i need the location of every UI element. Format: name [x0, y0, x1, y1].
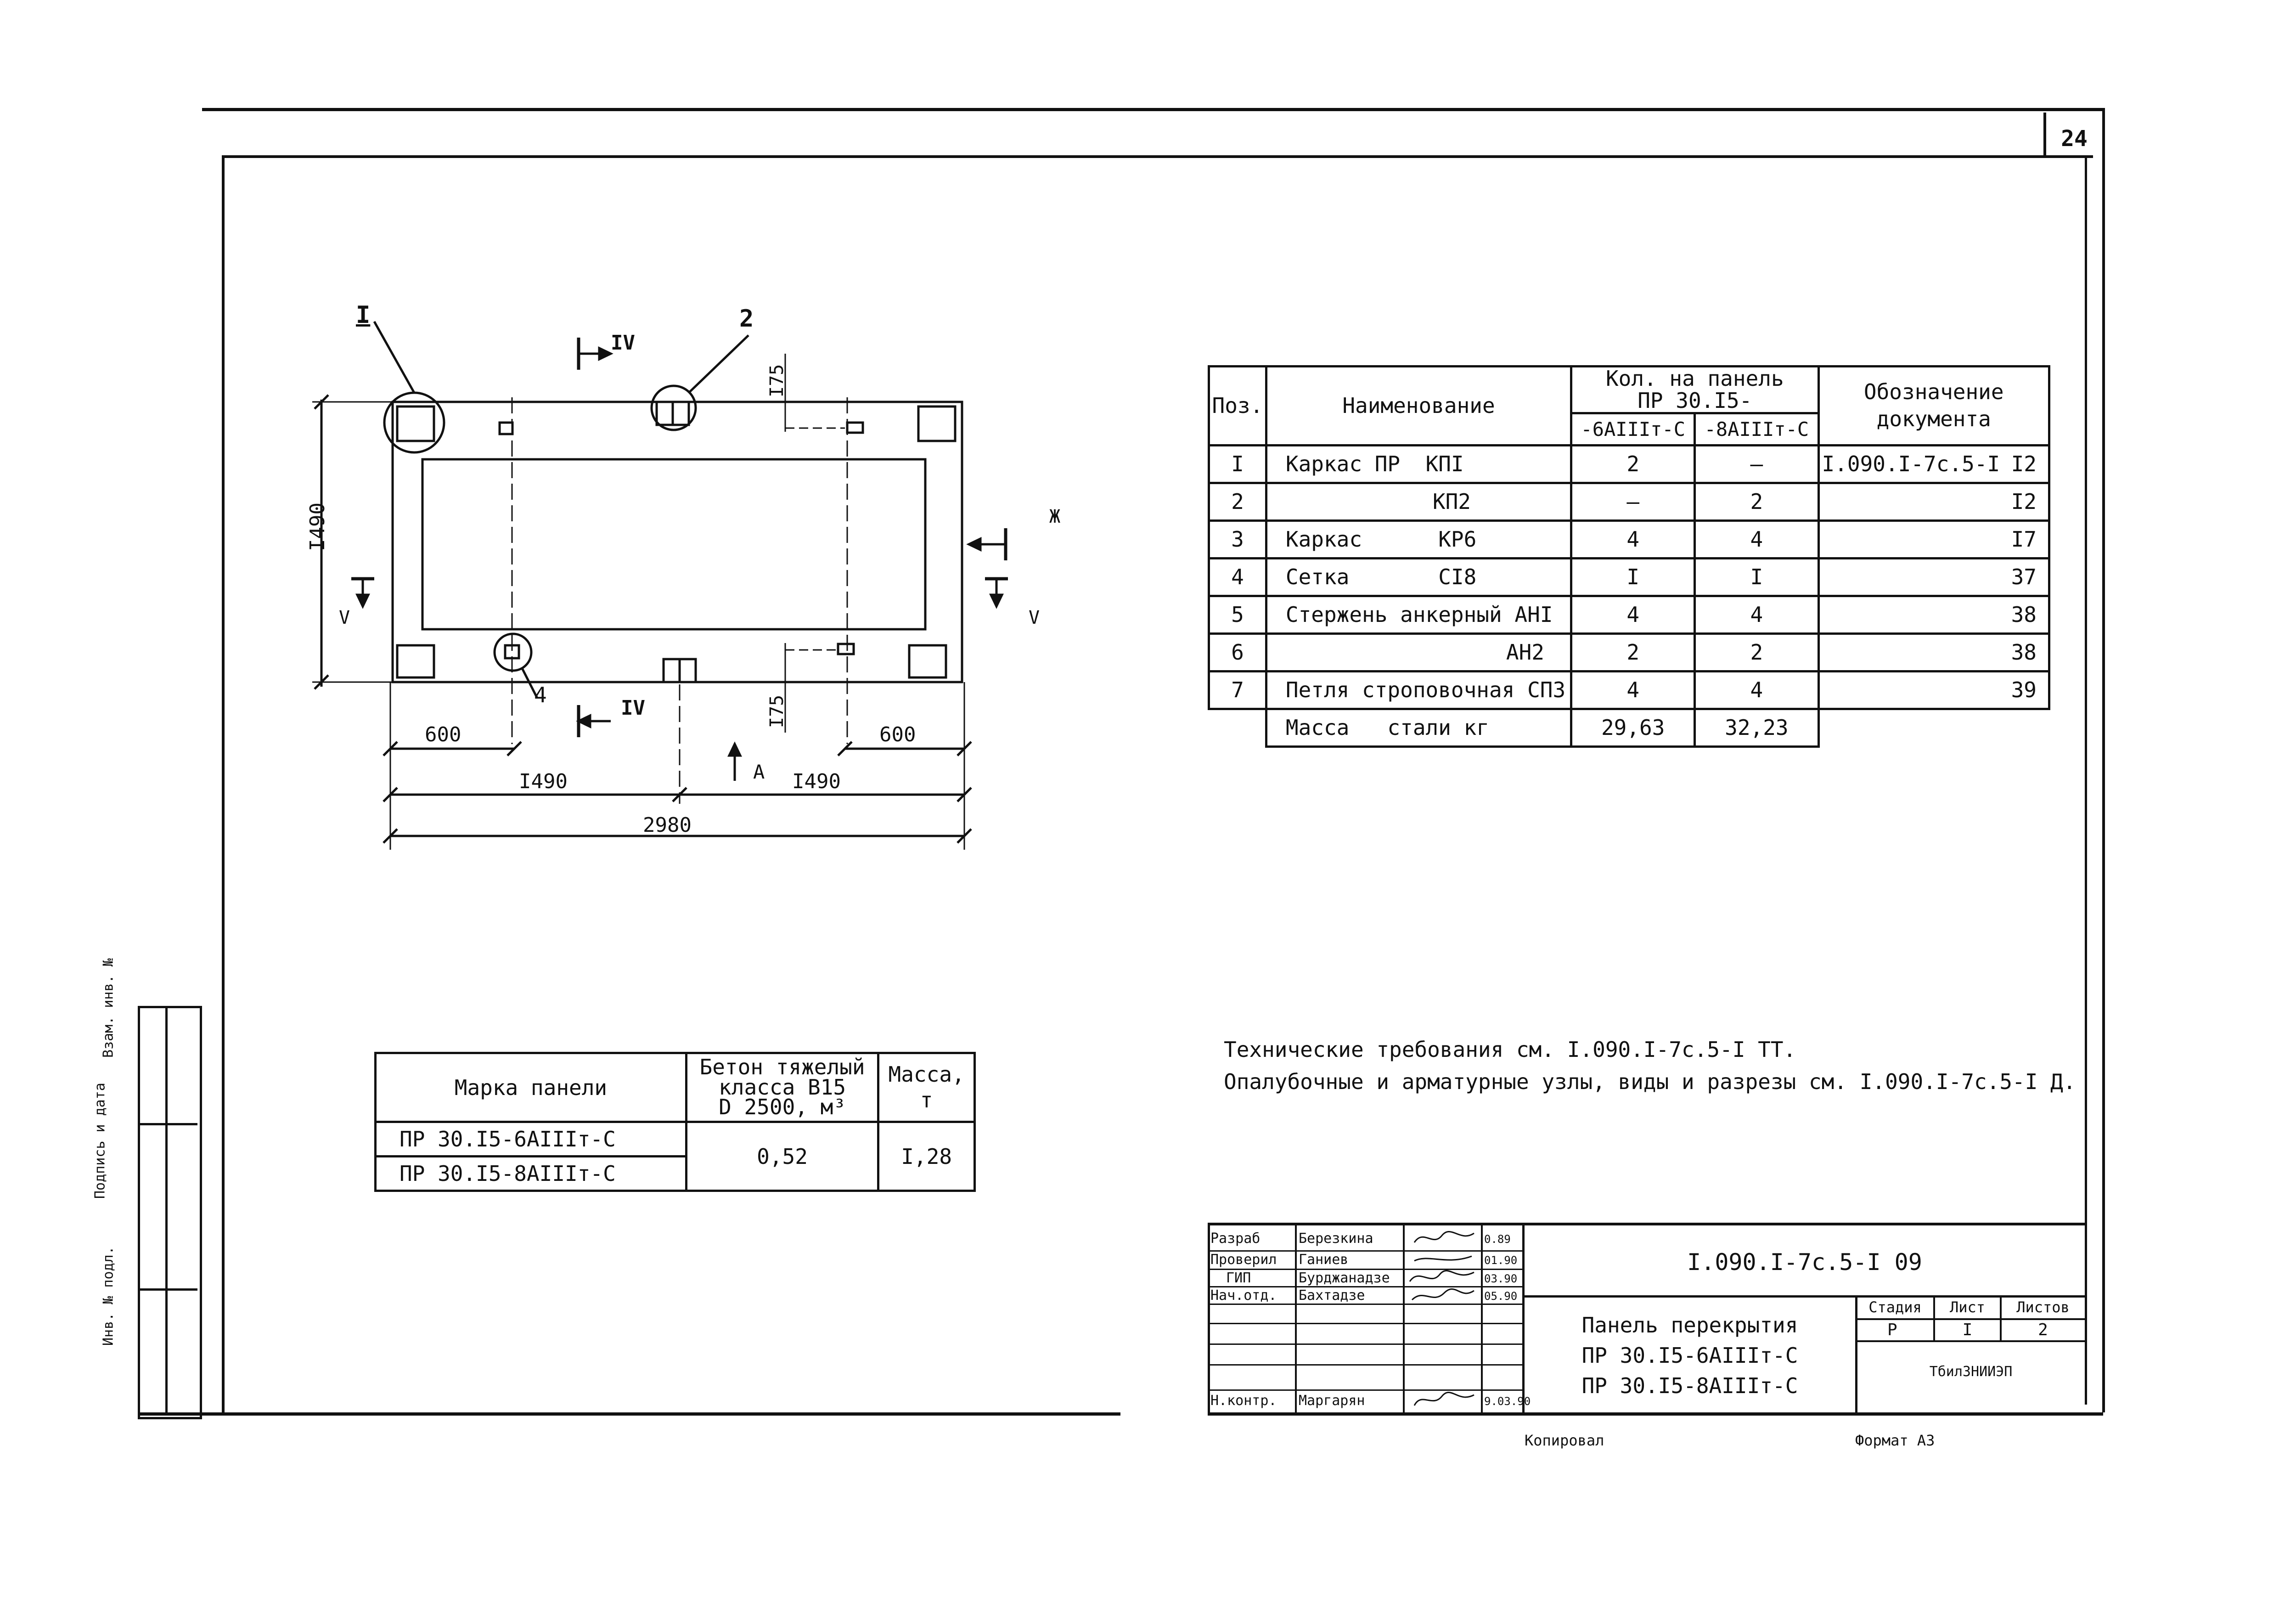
table-row: [1209, 520, 2049, 558]
note-line-2: Опалубочные и арматурные узлы, виды и разрезы см. I.090.I-7с.5-I Д.: [1224, 1069, 2076, 1094]
signature: [1414, 1393, 1474, 1405]
side-stamp-divider: [165, 1006, 168, 1415]
spec-cell-b: 4: [1695, 596, 1818, 633]
dim-bottom-175: I75: [766, 694, 788, 728]
panel-drawing: [276, 285, 1010, 882]
spec-cell-a: I: [1571, 558, 1695, 596]
panel-header-concrete-1: Бетон тяжелый: [699, 1054, 865, 1079]
panel-mark-1: ПР 30.I5-6AIIIт-С: [376, 1122, 687, 1157]
spec-header-doc-line1: Обозначение: [1863, 379, 2004, 404]
spec-cell-doc: [1818, 558, 2049, 596]
spec-cell-doc-page: I7: [2011, 527, 2037, 552]
spec-mass-a: 29,63: [1571, 709, 1695, 746]
spec-cell-pos: I: [1209, 445, 1266, 483]
signature: [1414, 1256, 1472, 1261]
spec-header-qty-line2: ПР 30.I5-: [1638, 388, 1752, 413]
callout-label-4: 4: [534, 683, 547, 707]
section-label-iv-top: IV: [611, 331, 635, 355]
note-line-1: Технические требования см. I.090.I-7с.5-I ТТ.: [1224, 1037, 1796, 1062]
spec-cell-b: –: [1695, 445, 1818, 483]
signatures: [1405, 1224, 1481, 1412]
spec-cell-doc: [1818, 671, 2049, 709]
panel-table: [374, 1052, 976, 1192]
corner-block: [909, 645, 946, 677]
dim-height-1490: I490: [306, 502, 329, 551]
panel-mass: I,28: [878, 1122, 975, 1191]
panel-header-mark: Марка панели: [376, 1053, 687, 1122]
spec-cell-b: I: [1695, 558, 1818, 596]
section-label-v-left: V: [339, 607, 350, 628]
organization: ТбилЗНИИЭП: [1929, 1364, 2013, 1380]
spec-cell-b: 2: [1695, 483, 1818, 520]
role-person: Березкина: [1299, 1230, 1373, 1247]
view-label-a: A: [753, 761, 765, 783]
document-code: I.090.I-7с.5-I 09: [1687, 1249, 1922, 1276]
spec-header-doc-line2: документа: [1876, 406, 1991, 432]
section-label-iv-bottom: IV: [621, 696, 645, 720]
spec-cell-a: –: [1571, 483, 1695, 520]
dim-left-600: 600: [425, 723, 461, 746]
role-date: 0.89: [1484, 1233, 1511, 1246]
spec-cell-a: 2: [1571, 633, 1695, 671]
spec-cell-name: АН2: [1266, 633, 1571, 671]
spec-cell-doc: [1818, 483, 2049, 520]
table-row: [1209, 596, 2049, 633]
dim-right-600: 600: [879, 723, 916, 746]
frame-top-outer: [202, 108, 2103, 111]
section-label-v-right: V: [1029, 607, 1040, 628]
spec-header-name: Наименование: [1266, 367, 1571, 446]
callout-label-2: 2: [739, 305, 754, 333]
callout-label-1: I: [356, 301, 371, 329]
spec-cell-name: Сетка СI8: [1266, 558, 1571, 596]
stage-label: Стадия: [1868, 1298, 1922, 1316]
role-label: Проверил: [1210, 1252, 1277, 1268]
spec-header-qty-line1: Кол. на панель: [1605, 366, 1784, 391]
spec-cell-doc-page: 39: [2011, 677, 2037, 703]
role-date: 9.03.90: [1484, 1395, 1531, 1408]
signature: [1414, 1231, 1474, 1242]
table-row: [1209, 558, 2049, 596]
frame-right-inner: [2085, 155, 2087, 1405]
spec-cell-name: Петля строповочная СП3: [1266, 671, 1571, 709]
role-date: 05.90: [1484, 1290, 1518, 1303]
role-date: 03.90: [1484, 1272, 1518, 1285]
frame-top-inner: [224, 155, 2093, 158]
sheet-label: Лист: [1949, 1298, 1986, 1316]
spec-cell-name: Стержень анкерный АНI: [1266, 596, 1571, 633]
role-person: Бахтадзе: [1299, 1287, 1365, 1304]
spec-cell-doc-page: I2: [2011, 452, 2037, 477]
spec-cell-pos: 7: [1209, 671, 1266, 709]
role-person: Бурджанадзе: [1299, 1270, 1390, 1286]
panel-mark-2: ПР 30.I5-8AIIIт-С: [376, 1157, 687, 1191]
role-label: Разраб: [1210, 1230, 1261, 1247]
dim-top-175: I75: [766, 364, 788, 397]
corner-block: [397, 406, 434, 441]
spec-cell-doc-page: I2: [2011, 489, 2037, 514]
table-row: [1209, 671, 2049, 709]
spec-cell-doc-page: 38: [2011, 602, 2037, 627]
spec-cell-doc: [1818, 520, 2049, 558]
sheets-label: Листов: [2016, 1298, 2070, 1316]
panel-concrete: 0,52: [686, 1122, 878, 1191]
frame-right-outer: [2102, 108, 2105, 1412]
role-person: Ганиев: [1299, 1252, 1349, 1268]
panel-header-mass-2: т: [920, 1087, 933, 1112]
spec-header-qty: [1571, 367, 1818, 413]
spec-cell-name: КП2: [1266, 483, 1571, 520]
spec-cell-doc-page: 37: [2011, 564, 2037, 590]
spec-cell-doc: [1818, 445, 2049, 483]
table-row: [1209, 483, 2049, 520]
dim-half-right: I490: [792, 770, 841, 793]
spec-cell-doc-page: 38: [2011, 640, 2037, 665]
side-stamp-inv-sub: Инв. № подл.: [100, 1246, 117, 1346]
spec-cell-b: 4: [1695, 671, 1818, 709]
panel-header-mass-1: Масса,: [888, 1062, 965, 1087]
spec-header-col-a: -6AIIIт-С: [1571, 413, 1695, 445]
spec-cell-pos: 5: [1209, 596, 1266, 633]
spec-cell-a: 2: [1571, 445, 1695, 483]
frame-left: [222, 155, 225, 1414]
footer-copied: Копировал: [1525, 1432, 1604, 1449]
spec-cell-name: Каркас ПР КПI: [1266, 445, 1571, 483]
title-line-1: Панель перекрытия: [1581, 1313, 1798, 1338]
dim-total: 2980: [643, 813, 692, 837]
spec-cell-doc: [1818, 633, 2049, 671]
role-person: Маргарян: [1299, 1393, 1365, 1409]
spec-cell-pos: 6: [1209, 633, 1266, 671]
panel-header-concrete-2: класса В15: [719, 1074, 846, 1100]
spec-header-doc: [1818, 367, 2049, 446]
anchor-mark: [500, 423, 512, 434]
table-row: [1209, 633, 2049, 671]
spec-mass-row: [1209, 709, 2049, 746]
role-label: Н.контр.: [1210, 1393, 1277, 1409]
sheet-value: I: [1962, 1321, 1973, 1339]
side-stamp-swap-inv: Взам. инв. №: [100, 958, 117, 1058]
table-row: [376, 1122, 975, 1157]
spec-cell-pos: 2: [1209, 483, 1266, 520]
page-number: 24: [2061, 126, 2088, 152]
side-stamp-sign-date: Подпись и дата: [92, 1083, 108, 1199]
title-line-2: ПР 30.I5-6AIIIт-С: [1581, 1343, 1798, 1368]
spec-cell-a: 4: [1571, 520, 1695, 558]
spec-cell-b: 4: [1695, 520, 1818, 558]
spec-mass-b: 32,23: [1695, 709, 1818, 746]
role-label: Нач.отд.: [1210, 1287, 1277, 1304]
spec-header-pos: Поз.: [1209, 367, 1266, 446]
spec-mass-label: Масса стали кг: [1266, 709, 1571, 746]
spec-header-col-b: -8AIIIт-С: [1695, 413, 1818, 445]
title-line-3: ПР 30.I5-8AIIIт-С: [1581, 1373, 1798, 1398]
signature: [1412, 1289, 1474, 1300]
anchor-mark: [838, 644, 854, 654]
sheets-value: 2: [2038, 1321, 2048, 1339]
signature: [1410, 1270, 1474, 1281]
side-stamp: [138, 1006, 202, 1419]
dim-half-left: I490: [519, 770, 568, 793]
corner-block: [397, 645, 434, 677]
frame-bottom-left: [138, 1412, 1120, 1416]
section-label-vi: Ж: [1049, 506, 1061, 527]
role-label: ГИП: [1226, 1270, 1251, 1286]
role-date: 01.90: [1484, 1254, 1518, 1267]
spec-cell-b: 2: [1695, 633, 1818, 671]
table-row: [1209, 445, 2049, 483]
panel-header-concrete: [686, 1053, 878, 1122]
spec-cell-pos: 4: [1209, 558, 1266, 596]
spec-cell-a: 4: [1571, 596, 1695, 633]
spec-cell-doc-code: I.090.I-7с.5-I: [1822, 452, 2000, 477]
panel-header-concrete-3: D 2500, м³: [719, 1095, 846, 1120]
spec-cell-doc: [1818, 596, 2049, 633]
footer-format: Формат А3: [1855, 1432, 1935, 1449]
spec-table: [1208, 365, 2050, 748]
spec-cell-name: Каркас КР6: [1266, 520, 1571, 558]
callout-circle-4: [495, 634, 531, 671]
panel-inner-opening: [422, 459, 925, 629]
stage-value: Р: [1887, 1321, 1897, 1339]
corner-block: [918, 406, 955, 441]
anchor-mark: [847, 423, 863, 433]
panel-outline: [393, 402, 962, 682]
panel-header-mass: [878, 1053, 975, 1122]
spec-cell-a: 4: [1571, 671, 1695, 709]
spec-cell-pos: 3: [1209, 520, 1266, 558]
